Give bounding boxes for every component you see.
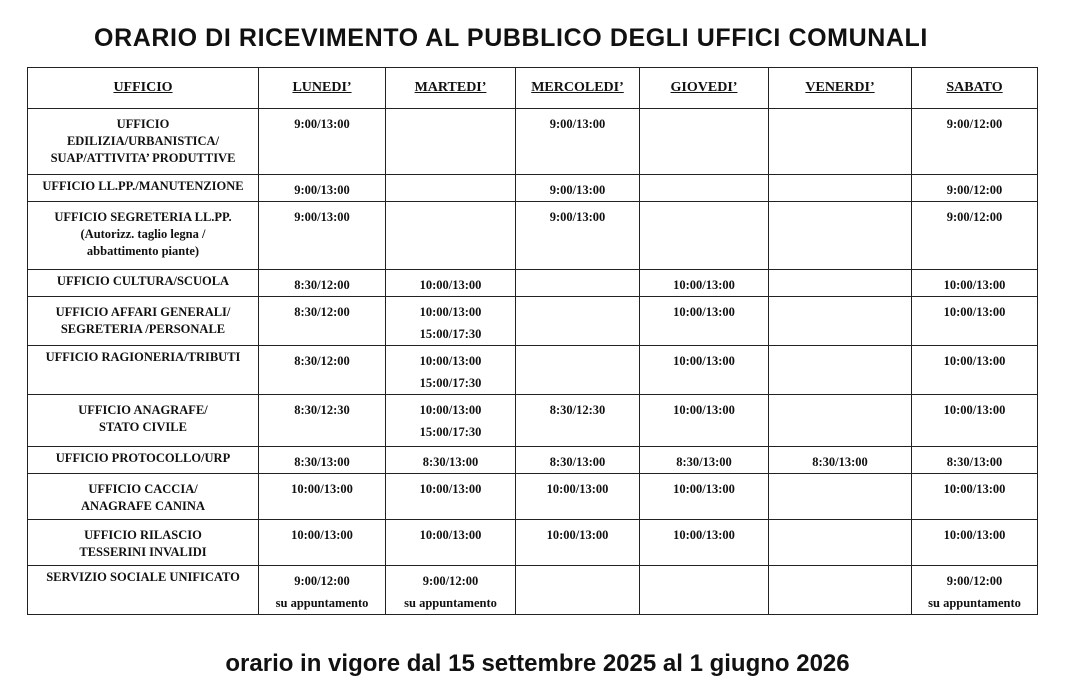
hours-martedi (386, 175, 516, 202)
hours-line: 10:00/13:00 (943, 278, 1006, 292)
hours-lunedi (259, 520, 386, 566)
hours-sabato (912, 175, 1038, 202)
hours-sabato (912, 520, 1038, 566)
hours-line: 10:00/13:00 (419, 482, 482, 496)
hours-line: 10:00/13:00 (673, 305, 735, 319)
hours-giovedi (640, 297, 769, 346)
hours-sabato (912, 297, 1038, 346)
office-name-line: SUAP/ATTIVITA’ PRODUTTIVE (50, 151, 236, 165)
table-row (28, 109, 1038, 175)
hours-martedi (386, 202, 516, 270)
hours-giovedi (640, 566, 769, 615)
hours-line: 8:30/12:30 (549, 403, 606, 417)
hours-mercoledi (516, 346, 640, 395)
hours-venerdi (769, 270, 912, 297)
hours-martedi (386, 395, 516, 447)
hours-venerdi (769, 566, 912, 615)
hours-line: 9:00/13:00 (549, 117, 606, 131)
hours-mercoledi (516, 447, 640, 474)
hours-lunedi (259, 566, 386, 615)
table-row (28, 297, 1038, 346)
hours-line: 10:00/13:00 (943, 305, 1006, 319)
hours-line: 10:00/13:00 (419, 278, 482, 292)
hours-sabato (912, 474, 1038, 520)
hours-lunedi (259, 297, 386, 346)
hours-line: 10:00/13:00 (673, 403, 735, 417)
office-name (28, 566, 259, 615)
page-title: ORARIO DI RICEVIMENTO AL PUBBLICO DEGLI UFFICI COMUNALI (94, 24, 928, 52)
office-name-line: (Autorizz. taglio legna / (80, 227, 206, 241)
schedule-table (27, 67, 1038, 615)
table-row (28, 346, 1038, 395)
hours-line: 10:00/13:00 (943, 403, 1006, 417)
hours-line: 9:00/13:00 (294, 183, 350, 197)
hours-martedi (386, 447, 516, 474)
hours-mercoledi (516, 270, 640, 297)
hours-line: su appuntamento (275, 596, 369, 610)
office-name-line: SERVIZIO SOCIALE UNIFICATO (46, 570, 240, 584)
hours-sabato (912, 346, 1038, 395)
table-row (28, 175, 1038, 202)
hours-line: 8:30/13:00 (812, 455, 868, 469)
hours-giovedi (640, 202, 769, 270)
hours-line: 10:00/13:00 (673, 528, 735, 542)
table-row (28, 474, 1038, 520)
hours-mercoledi (516, 202, 640, 270)
hours-line: 8:30/13:00 (549, 455, 606, 469)
hours-lunedi (259, 346, 386, 395)
hours-venerdi (769, 395, 912, 447)
hours-line: 9:00/13:00 (549, 183, 606, 197)
table-row (28, 202, 1038, 270)
hours-line: 10:00/13:00 (419, 403, 482, 417)
header-giovedi: GIOVEDI’ (640, 68, 769, 109)
header-sabato: SABATO (912, 68, 1038, 109)
hours-line: 9:00/13:00 (294, 117, 350, 131)
hours-mercoledi (516, 520, 640, 566)
hours-line: 10:00/13:00 (546, 482, 609, 496)
hours-lunedi (259, 270, 386, 297)
hours-line: 8:30/13:00 (422, 455, 479, 469)
hours-martedi (386, 297, 516, 346)
office-name-line: UFFICIO LL.PP./MANUTENZIONE (42, 179, 244, 193)
office-name (28, 297, 259, 346)
office-name-line: UFFICIO CULTURA/SCUOLA (56, 274, 230, 288)
hours-giovedi (640, 447, 769, 474)
hours-line: 10:00/13:00 (291, 528, 353, 542)
office-name (28, 346, 259, 395)
hours-line: 10:00/13:00 (673, 278, 735, 292)
hours-sabato (912, 566, 1038, 615)
header-lunedi: LUNEDI’ (259, 68, 386, 109)
hours-line: 10:00/13:00 (673, 482, 735, 496)
hours-line: 9:00/12:00 (294, 574, 350, 588)
header-mercoledi: MERCOLEDI’ (516, 68, 640, 109)
hours-line: 8:30/12:00 (294, 305, 350, 319)
hours-venerdi (769, 520, 912, 566)
hours-mercoledi (516, 109, 640, 175)
hours-line: 10:00/13:00 (673, 354, 735, 368)
table-row (28, 395, 1038, 447)
hours-martedi (386, 520, 516, 566)
hours-giovedi (640, 175, 769, 202)
hours-mercoledi (516, 297, 640, 346)
hours-line: su appuntamento (404, 596, 497, 610)
hours-line: 10:00/13:00 (419, 305, 482, 319)
office-name-line: UFFICIO ANAGRAFE/ (78, 403, 208, 417)
table-row (28, 270, 1038, 297)
hours-sabato (912, 395, 1038, 447)
office-name (28, 520, 259, 566)
hours-lunedi (259, 447, 386, 474)
header-ufficio: UFFICIO (28, 68, 259, 109)
hours-martedi (386, 109, 516, 175)
hours-line: 15:00/17:30 (419, 376, 482, 390)
office-name-line: abbattimento piante) (86, 244, 200, 258)
hours-line: 9:00/12:00 (946, 210, 1003, 224)
hours-line: 15:00/17:30 (419, 425, 482, 439)
hours-line: 8:30/12:00 (294, 354, 350, 368)
office-name (28, 270, 259, 297)
hours-mercoledi (516, 395, 640, 447)
office-name-line: ANAGRAFE CANINA (81, 499, 205, 513)
office-name-line: UFFICIO CACCIA/ (88, 482, 198, 496)
header-martedi: MARTEDI’ (386, 68, 516, 109)
hours-venerdi (769, 447, 912, 474)
hours-sabato (912, 447, 1038, 474)
table-row (28, 520, 1038, 566)
hours-line: 8:30/13:00 (946, 455, 1003, 469)
hours-sabato (912, 202, 1038, 270)
hours-giovedi (640, 346, 769, 395)
office-name-line: EDILIZIA/URBANISTICA/ (66, 134, 220, 148)
office-name-line: UFFICIO AFFARI GENERALI/ (55, 305, 231, 319)
hours-line: 9:00/12:00 (946, 183, 1003, 197)
hours-line: 9:00/12:00 (422, 574, 479, 588)
hours-lunedi (259, 474, 386, 520)
office-name (28, 447, 259, 474)
hours-sabato (912, 109, 1038, 175)
office-name (28, 175, 259, 202)
hours-line: 10:00/13:00 (546, 528, 609, 542)
hours-line: 10:00/13:00 (943, 354, 1006, 368)
hours-giovedi (640, 270, 769, 297)
hours-line: 8:30/12:30 (294, 403, 350, 417)
hours-line: 8:30/13:00 (676, 455, 732, 469)
hours-martedi (386, 270, 516, 297)
hours-giovedi (640, 474, 769, 520)
hours-line: su appuntamento (928, 596, 1021, 610)
hours-sabato (912, 270, 1038, 297)
hours-line: 9:00/13:00 (549, 210, 606, 224)
office-name (28, 202, 259, 270)
office-name-line: UFFICIO (116, 117, 170, 131)
hours-giovedi (640, 395, 769, 447)
hours-line: 9:00/12:00 (946, 574, 1003, 588)
hours-line: 8:30/13:00 (294, 455, 350, 469)
office-name-line: UFFICIO SEGRETERIA LL.PP. (54, 210, 232, 224)
hours-giovedi (640, 520, 769, 566)
hours-mercoledi (516, 175, 640, 202)
hours-line: 8:30/12:00 (294, 278, 350, 292)
hours-venerdi (769, 202, 912, 270)
hours-lunedi (259, 175, 386, 202)
hours-line: 9:00/12:00 (946, 117, 1003, 131)
hours-venerdi (769, 109, 912, 175)
office-name-line: TESSERINI INVALIDI (79, 545, 207, 559)
hours-venerdi (769, 474, 912, 520)
office-name-line: STATO CIVILE (99, 420, 187, 434)
hours-giovedi (640, 109, 769, 175)
hours-martedi (386, 566, 516, 615)
schedule-body (28, 109, 1038, 615)
hours-lunedi (259, 109, 386, 175)
header-row (28, 68, 1038, 109)
hours-martedi (386, 346, 516, 395)
office-name-line: UFFICIO PROTOCOLLO/URP (55, 451, 231, 465)
table-row (28, 447, 1038, 474)
office-name-line: UFFICIO RILASCIO (84, 528, 202, 542)
hours-lunedi (259, 395, 386, 447)
header-venerdi: VENERDI’ (769, 68, 912, 109)
hours-venerdi (769, 297, 912, 346)
hours-line: 10:00/13:00 (419, 528, 482, 542)
validity-footer: orario in vigore dal 15 settembre 2025 al 1 giugno 2026 (225, 650, 850, 677)
hours-venerdi (769, 175, 912, 202)
hours-line: 10:00/13:00 (291, 482, 353, 496)
table-row (28, 566, 1038, 615)
hours-line: 10:00/13:00 (419, 354, 482, 368)
hours-martedi (386, 474, 516, 520)
hours-mercoledi (516, 474, 640, 520)
office-name (28, 474, 259, 520)
hours-line: 10:00/13:00 (943, 528, 1006, 542)
hours-line: 15:00/17:30 (419, 327, 482, 341)
hours-lunedi (259, 202, 386, 270)
hours-line: 9:00/13:00 (294, 210, 350, 224)
hours-mercoledi (516, 566, 640, 615)
office-name (28, 395, 259, 447)
hours-venerdi (769, 346, 912, 395)
office-name-line: SEGRETERIA /PERSONALE (60, 322, 226, 336)
office-name (28, 109, 259, 175)
office-name-line: UFFICIO RAGIONERIA/TRIBUTI (45, 350, 241, 364)
hours-line: 10:00/13:00 (943, 482, 1006, 496)
